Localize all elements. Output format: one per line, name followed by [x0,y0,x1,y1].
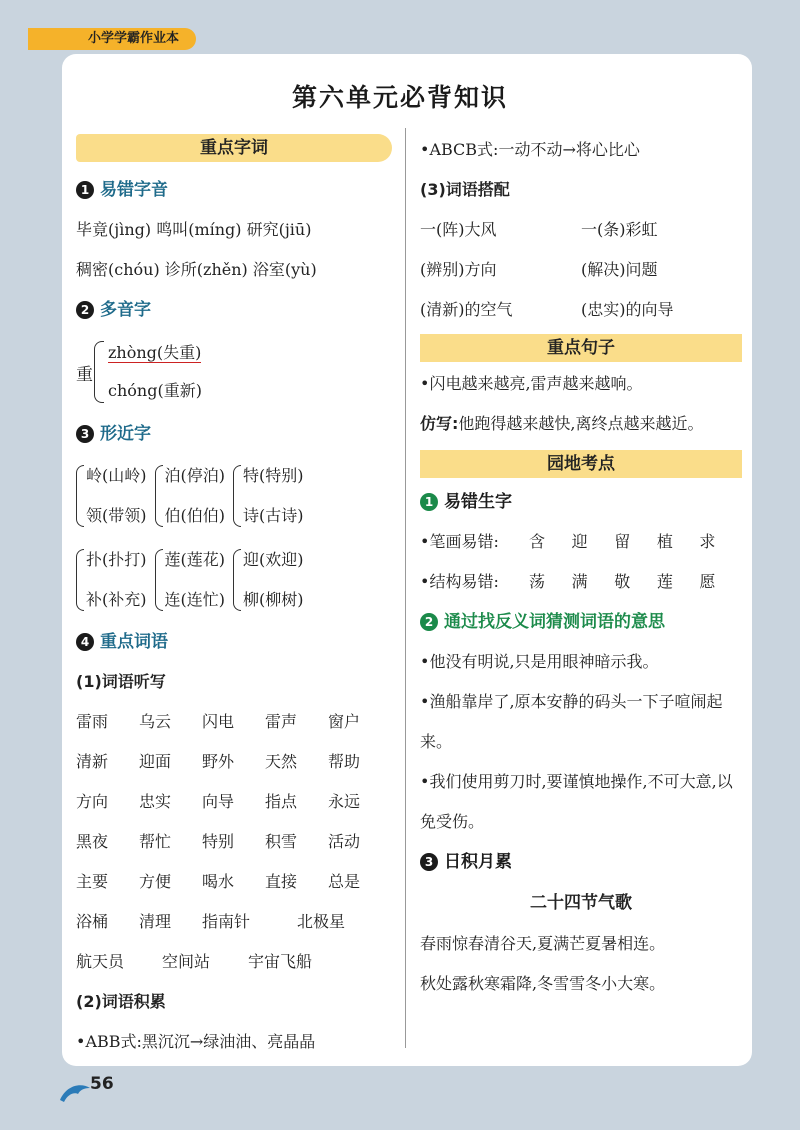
poem-line: 春雨惊春清谷天,夏满芒夏暑相连。 [420,934,666,953]
section-heading [76,290,392,330]
section-title: 重点词语 [100,632,168,652]
section-band-garden: 园地考点 [420,450,742,478]
char-group: 迎(欢迎) 柳(柳树) [233,540,304,620]
section-heading [76,170,392,210]
word: 方便 [139,872,172,891]
word: 积雪 [265,832,298,851]
imitate-paragraph: 仿写:他跑得越来越快,离终点越来越近。 [420,414,704,433]
word: 闪电 [202,712,235,731]
word-row [76,862,392,902]
poem-line: 秋处露秋寒霜降,冬雪雪冬小大寒。 [420,974,666,993]
word: 特别 [202,832,235,851]
word: 雷雨 [76,712,109,731]
char-group: 莲(莲花) 连(连忙) [155,540,226,620]
word: 方向 [76,792,109,811]
number-badge: 1 [76,181,94,199]
collocation-row: 一(阵)大风 一(条)彩虹 [420,220,658,239]
number-badge: 2 [420,613,438,631]
section-title: 多音字 [100,300,151,320]
word: 活动 [328,832,361,851]
word: 永远 [328,792,361,811]
word: 忠实 [139,792,172,811]
char-group: 扑(扑打) 补(补充) [76,540,147,620]
word: 窗户 [328,712,361,731]
word: 迎面 [139,752,172,771]
text-line: 毕竟(jìng) 鸣叫(míng) 研究(jiū) [76,220,312,239]
word: 直接 [265,872,298,891]
char-group: 特(特别) 诗(古诗) [233,456,304,536]
collocation-row: (清新)的空气 (忠实)的向导 [420,300,674,319]
dolphin-icon [58,1080,92,1104]
word-row [76,702,392,742]
section-heading [420,602,742,642]
number-badge: 3 [420,853,438,871]
header-tab: 小学学霸作业本 [28,28,196,50]
section-band-key-sentences: 重点句子 [420,334,742,362]
word: 喝水 [202,872,235,891]
page-title: 第六单元必背知识 [291,83,508,112]
section-heading [420,842,742,882]
number-badge: 4 [76,633,94,651]
number-badge: 3 [76,425,94,443]
section-title: 日积月累 [444,852,512,872]
word-row [76,742,392,782]
word: 黑夜 [76,832,109,851]
similar-char-row [76,538,392,622]
section-title: 易错字音 [100,180,168,200]
section-title: 通过找反义词猜测词语的意思 [444,612,665,632]
word-row [76,822,392,862]
number-badge: 1 [420,493,438,511]
example-sentence: •渔船靠岸了,原本安静的码头一下子喧闹起来。 [420,692,723,751]
word: 指点 [265,792,298,811]
word: 帮助 [328,752,361,771]
char-row-stroke: •笔画易错: 含 迎 留 植 求 [420,532,716,551]
similar-char-row [76,454,392,538]
char-group: 岭(山岭) 领(带领) [76,456,147,536]
char-group: 泊(停泊) 伯(伯伯) [155,456,226,536]
subsection-title: (3)词语搭配 [420,180,510,199]
section-title: 易错生字 [444,492,512,512]
section-heading [76,622,392,662]
sentence-line: •闪电越来越亮,雷声越来越响。 [420,374,643,393]
column-divider [405,128,406,1048]
word: 乌云 [139,712,172,731]
collocation-row: (辨别)方向 (解决)问题 [420,260,658,279]
subsection-title: (1)词语听写 [76,672,166,691]
polyphone-group [76,330,392,414]
word: 雷声 [265,712,298,731]
number-badge: 2 [76,301,94,319]
word-row [76,782,392,822]
example-sentence: •他没有明说,只是用眼神暗示我。 [420,652,659,671]
section-heading [76,414,392,454]
word: 野外 [202,752,235,771]
polyphone-option: zhòng(失重) [108,343,202,362]
text-line: •ABCB式:一动不动→将心比心 [420,140,640,159]
brace [94,341,104,403]
text-line: •ABB式:黑沉沉→绿油油、亮晶晶 [76,1032,316,1051]
subsection-title: (2)词语积累 [76,992,166,1011]
word-row: 浴桶 清理 指南针 北极星 [76,912,346,931]
word: 天然 [265,752,298,771]
section-heading [420,482,742,522]
char-row-structure: •结构易错: 荡 满 敬 莲 愿 [420,572,716,591]
word: 主要 [76,872,109,891]
word: 总是 [328,872,361,891]
word: 清新 [76,752,109,771]
polyphone-char: 重 [76,364,93,385]
word-row: 航天员 空间站 宇宙飞船 [76,952,313,971]
left-column [76,134,392,1062]
section-band-key-words: 重点字词 [76,134,392,162]
section-title: 形近字 [100,424,151,444]
word: 帮忙 [139,832,172,851]
example-sentence: •我们使用剪刀时,要谨慎地操作,不可大意,以免受伤。 [420,772,733,831]
poem-title: 二十四节气歌 [530,893,632,913]
page-number: 56 [90,1074,114,1094]
word: 向导 [202,792,235,811]
text-line: 稠密(chóu) 诊所(zhěn) 浴室(yù) [76,260,317,279]
right-column [420,130,742,1004]
polyphone-option: chóng(重新) [108,381,202,400]
